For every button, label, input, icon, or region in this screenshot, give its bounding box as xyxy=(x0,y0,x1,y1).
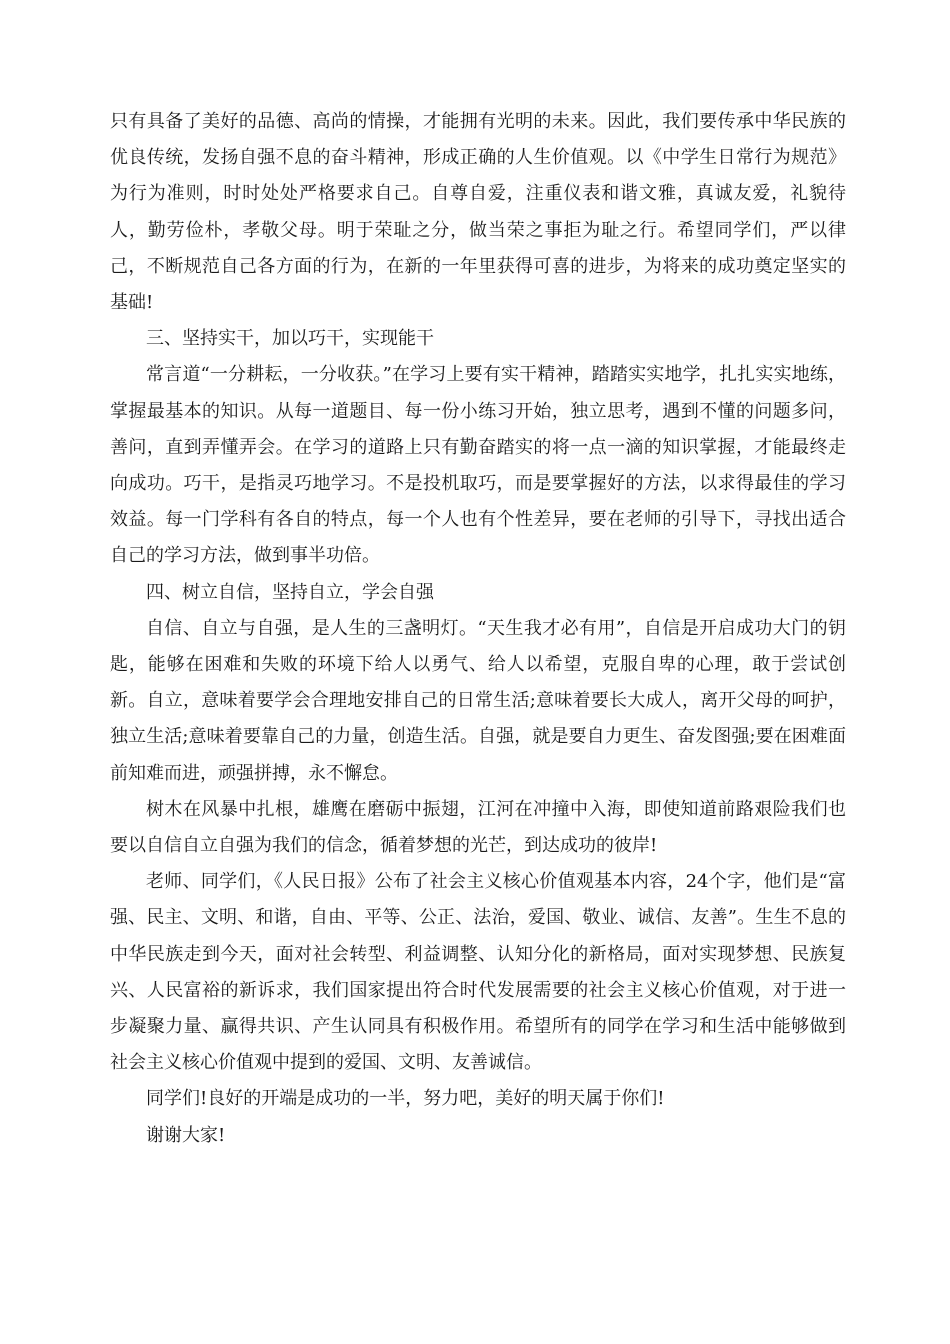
paragraph-values: 只有具备了美好的品德、高尚的情操，才能拥有光明的未来。因此，我们要传承中华民族的优良传统，发扬自强不息的奋斗精神，形成正确的人生价值观。以《中学生日常行为规范》为行为准则，时时处处严格要求自己。自尊自爱，注重仪表和谐文雅，真诚友爱，礼貌待人，勤劳俭朴，孝敬父母。明于荣耻之分，做当荣之事拒为耻之行。希望同学们，严以律己，不断规范自己各方面的行为，在新的一年里获得可喜的进步，为将来的成功奠定坚实的基础! xyxy=(110,111,846,314)
paragraph-encouragement: 同学们!良好的开端是成功的一半，努力吧，美好的明天属于你们! xyxy=(146,1088,665,1110)
section-heading-3: 三、坚持实干，加以巧干，实现能干 xyxy=(146,328,434,350)
document-body xyxy=(110,104,846,1154)
paragraph-perseverance: 树木在风暴中扎根，雄鹰在磨砺中振翅，江河在冲撞中入海，即使知道前路艰险我们也要以自信自立自强为我们的信念，循着梦想的光芒，到达成功的彼岸! xyxy=(110,798,846,857)
paragraph-hard-work: 常言道“一分耕耘，一分收获。”在学习上要有实干精神，踏踏实实地学，扎扎实实地练，掌握最基本的知识。从每一道题目、每一份小练习开始，独立思考，遇到不懂的问题多问，善问，直到弄懂弄会。在学习的道路上只有勤奋踏实的将一点一滴的知识掌握，才能最终走向成功。巧干，是指灵巧地学习。不是投机取巧，而是要掌握好的方法，以求得最佳的学习效益。每一门学科有各自的特点，每一个人也有个性差异，要在老师的引导下，寻找出适合自己的学习方法，做到事半功倍。 xyxy=(110,364,846,567)
section-heading-4: 四、树立自信，坚持自立，学会自强 xyxy=(146,581,434,603)
paragraph-self-confidence: 自信、自立与自强，是人生的三盏明灯。“天生我才必有用”，自信是开启成功大门的钥匙，能够在困难和失败的环境下给人以勇气、给人以希望，克服自卑的心理，敢于尝试创新。自立，意味着要学会合理地安排自己的日常生活;意味着要长大成人，离开父母的呵护，独立生活;意味着要靠自己的力量，创造生活。自强，就是要自力更生、奋发图强;要在困难面前知难而进，顽强拼搏，永不懈怠。 xyxy=(110,617,846,784)
paragraph-core-values: 老师、同学们，《人民日报》公布了社会主义核心价值观基本内容，24个字，他们是“富强、民主、文明、和谐，自由、平等、公正、法治，爱国、敬业、诚信、友善”。生生不息的中华民族走到今天，面对社会转型、利益调整、认知分化的新格局，面对实现梦想、民族复兴、人民富裕的新诉求，我们国家提出符合时代发展需要的社会主义核心价值观，对于进一步凝聚力量、赢得共识、产生认同具有积极作用。希望所有的同学在学习和生活中能够做到社会主义核心价值观中提到的爱国、文明、友善诚信。 xyxy=(110,871,846,1074)
paragraph-thanks: 谢谢大家! xyxy=(146,1124,226,1146)
